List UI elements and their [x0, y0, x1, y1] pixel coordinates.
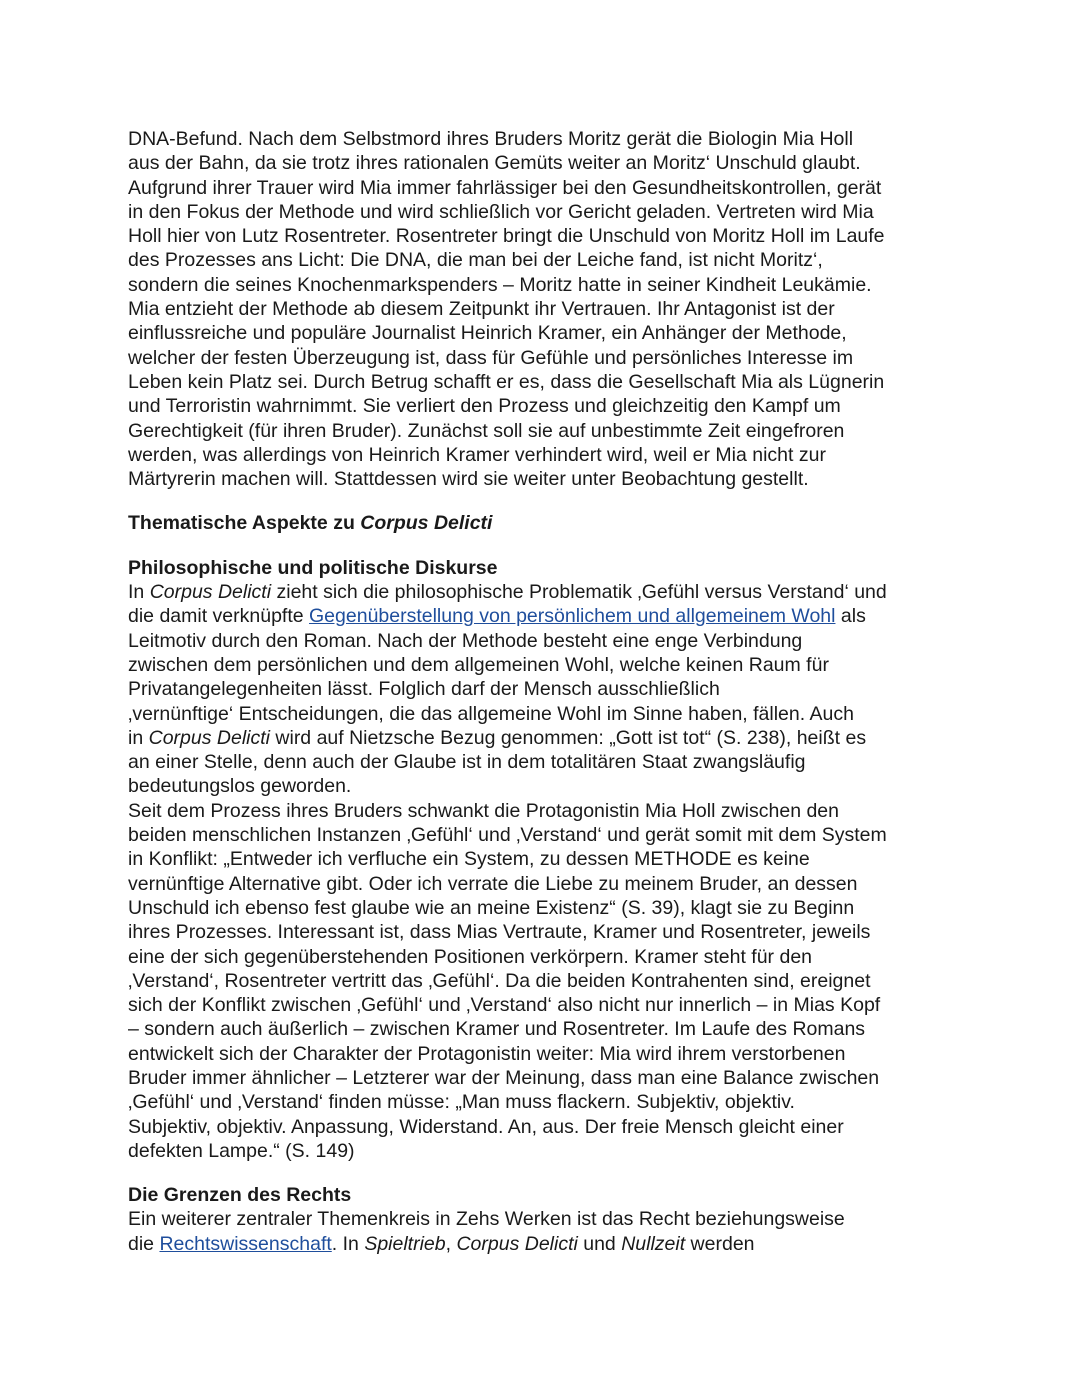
text-run: wird auf Nietzsche Bezug genommen: „Gott ist tot“ (S. 238), heißt es — [269, 726, 867, 749]
text-line: des Prozesses ans Licht: Die DNA, die man bei der Leiche fand, ist nicht Moritz‘, — [128, 249, 823, 272]
text-line: in den Fokus der Methode und wird schließlich vor Gericht geladen. Vertreten wird Mia — [128, 200, 874, 223]
text-line: vernünftige Alternative gibt. Oder ich verrate die Liebe zu meinem Bruder, an dessen — [128, 872, 858, 895]
section-heading-title: Corpus Delicti — [360, 512, 493, 535]
text-line: ihres Prozesses. Interessant ist, dass Mias Vertraute, Kramer und Rosentreter, jeweils — [128, 921, 871, 944]
text-line: zwischen dem persönlichen und dem allgemeinen Wohl, welche keinen Raum für — [128, 653, 829, 676]
text-line: sich der Konflikt zwischen ‚Gefühl‘ und ‚Verstand‘ also nicht nur innerlich – in Mias Kopf — [128, 994, 881, 1017]
work-title: Corpus Delicti — [149, 581, 272, 604]
section-heading-prefix: Thematische Aspekte zu — [128, 512, 361, 535]
summary-paragraph — [128, 127, 958, 491]
text-line: aus der Bahn, da sie trotz ihres rationalen Gemüts weiter an Moritz‘ Unschuld glaubt. — [128, 152, 861, 175]
text-line — [128, 604, 958, 628]
text-line — [128, 726, 958, 750]
text-line: welcher der festen Überzeugung ist, dass für Gefühle und persönliches Interesse im — [128, 346, 854, 369]
text-line: eine der sich gegenüberstehenden Positionen verkörpern. Kramer steht für den — [128, 945, 813, 968]
link-rechtswissenschaft[interactable]: Rechtswissenschaft — [159, 1232, 332, 1255]
text-line: Ein weiterer zentraler Themenkreis in Zehs Werken ist das Recht beziehungsweise — [128, 1208, 845, 1231]
text-line: Bruder immer ähnlicher – Letzterer war der Meinung, dass man eine Balance zwischen — [128, 1066, 880, 1089]
text-line: Leitmotiv durch den Roman. Nach der Methode besteht eine enge Verbindung — [128, 629, 803, 652]
conflict-paragraph — [128, 799, 958, 1163]
text-line: werden, was allerdings von Heinrich Kramer verhindert wird, weil er Mia nicht zur — [128, 443, 826, 466]
text-run: In — [128, 581, 150, 604]
text-line: einflussreiche und populäre Journalist Heinrich Kramer, ein Anhänger der Methode, — [128, 322, 847, 345]
text-line: defekten Lampe.“ (S. 149) — [128, 1139, 355, 1162]
text-line: Seit dem Prozess ihres Bruders schwankt die Protagonistin Mia Holl zwischen den — [128, 799, 839, 822]
subheading-law: Die Grenzen des Rechts — [128, 1184, 352, 1207]
text-line: Mia entzieht der Methode ab diesem Zeitpunkt ihr Vertrauen. Ihr Antagonist ist der — [128, 298, 835, 321]
text-line: DNA-Befund. Nach dem Selbstmord ihres Bruders Moritz gerät die Biologin Mia Holl — [128, 128, 854, 150]
text-line: Holl hier von Lutz Rosentreter. Rosentreter bringt die Unschuld von Moritz Holl im Laufe — [128, 225, 885, 248]
text-line: Privatangelegenheiten lässt. Folglich darf der Mensch ausschließlich — [128, 678, 720, 701]
text-run: zieht sich die philosophische Problematik ‚Gefühl versus Verstand‘ und — [271, 581, 887, 604]
text-line: ‚Gefühl‘ und ‚Verstand‘ finden müsse: „Man muss flackern. Subjektiv, objektiv. — [128, 1091, 795, 1114]
text-line: entwickelt sich der Charakter der Protagonistin weiter: Mia wird ihrem verstorbenen — [128, 1042, 846, 1065]
text-line: bedeutungslos geworden. — [128, 775, 352, 798]
work-title: Corpus Delicti — [148, 726, 270, 749]
section-heading — [128, 511, 958, 535]
text-run: die — [128, 1232, 160, 1255]
work-title: Nullzeit — [621, 1232, 686, 1255]
text-line: Märtyrerin machen will. Stattdessen wird sie weiter unter Beobachtung gestellt. — [128, 468, 809, 491]
text-line: ‚vernünftige‘ Entscheidungen, die das allgemeine Wohl im Sinne haben, fällen. Auch — [128, 702, 854, 725]
work-title: Corpus Delicti — [456, 1232, 578, 1255]
text-line: Leben kein Platz sei. Durch Betrug schafft er es, dass die Gesellschaft Mia als Lügnerin — [128, 370, 885, 393]
text-line: Gerechtigkeit (für ihren Bruder). Zunächst soll sie auf unbestimmte Zeit eingefroren — [128, 419, 845, 442]
work-title: Spieltrieb — [364, 1232, 446, 1255]
law-paragraph — [128, 1207, 958, 1256]
text-line: Subjektiv, objektiv. Anpassung, Widerstand. An, aus. Der freie Mensch gleicht einer — [128, 1115, 844, 1138]
text-run: , — [445, 1232, 457, 1255]
text-run: und — [577, 1232, 622, 1255]
text-line: an einer Stelle, denn auch der Glaube ist in dem totalitären Staat zwangsläufig — [128, 751, 806, 774]
text-line: sondern die seines Knochenmarkspenders – Moritz hatte in seiner Kindheit Leukämie. — [128, 273, 872, 296]
text-run: die damit verknüpfte — [128, 605, 310, 628]
text-line — [128, 1232, 958, 1256]
discourses-paragraph — [128, 580, 958, 799]
text-run: werden — [685, 1232, 755, 1255]
link-wohl[interactable]: Gegenüberstellung von persönlichem und allgemeinem Wohl — [309, 605, 836, 628]
text-line: ‚Verstand‘, Rosentreter vertritt das ‚Gefühl‘. Da die beiden Kontrahenten sind, ereignet — [128, 969, 871, 992]
text-line: Unschuld ich ebenso fest glaube wie an meine Existenz“ (S. 39), klagt sie zu Beginn — [128, 896, 855, 919]
text-run: . In — [331, 1232, 365, 1255]
text-run: in — [128, 726, 149, 749]
subheading-discourses: Philosophische und politische Diskurse — [128, 556, 498, 579]
text-line: Aufgrund ihrer Trauer wird Mia immer fahrlässiger bei den Gesundheitskontrollen, gerät — [128, 176, 882, 199]
text-line: in Konflikt: „Entweder ich verfluche ein System, zu dessen METHODE es keine — [128, 848, 810, 871]
text-line — [128, 580, 958, 604]
text-line: beiden menschlichen Instanzen ‚Gefühl‘ und ‚Verstand‘ und gerät somit mit dem System — [128, 824, 887, 847]
text-line: – sondern auch äußerlich – zwischen Kramer und Rosentreter. Im Laufe des Romans — [128, 1018, 866, 1041]
document-page — [128, 127, 958, 1256]
text-line: und Terroristin wahrnimmt. Sie verliert den Prozess und gleichzeitig den Kampf um — [128, 395, 841, 418]
text-run: als — [835, 605, 866, 628]
